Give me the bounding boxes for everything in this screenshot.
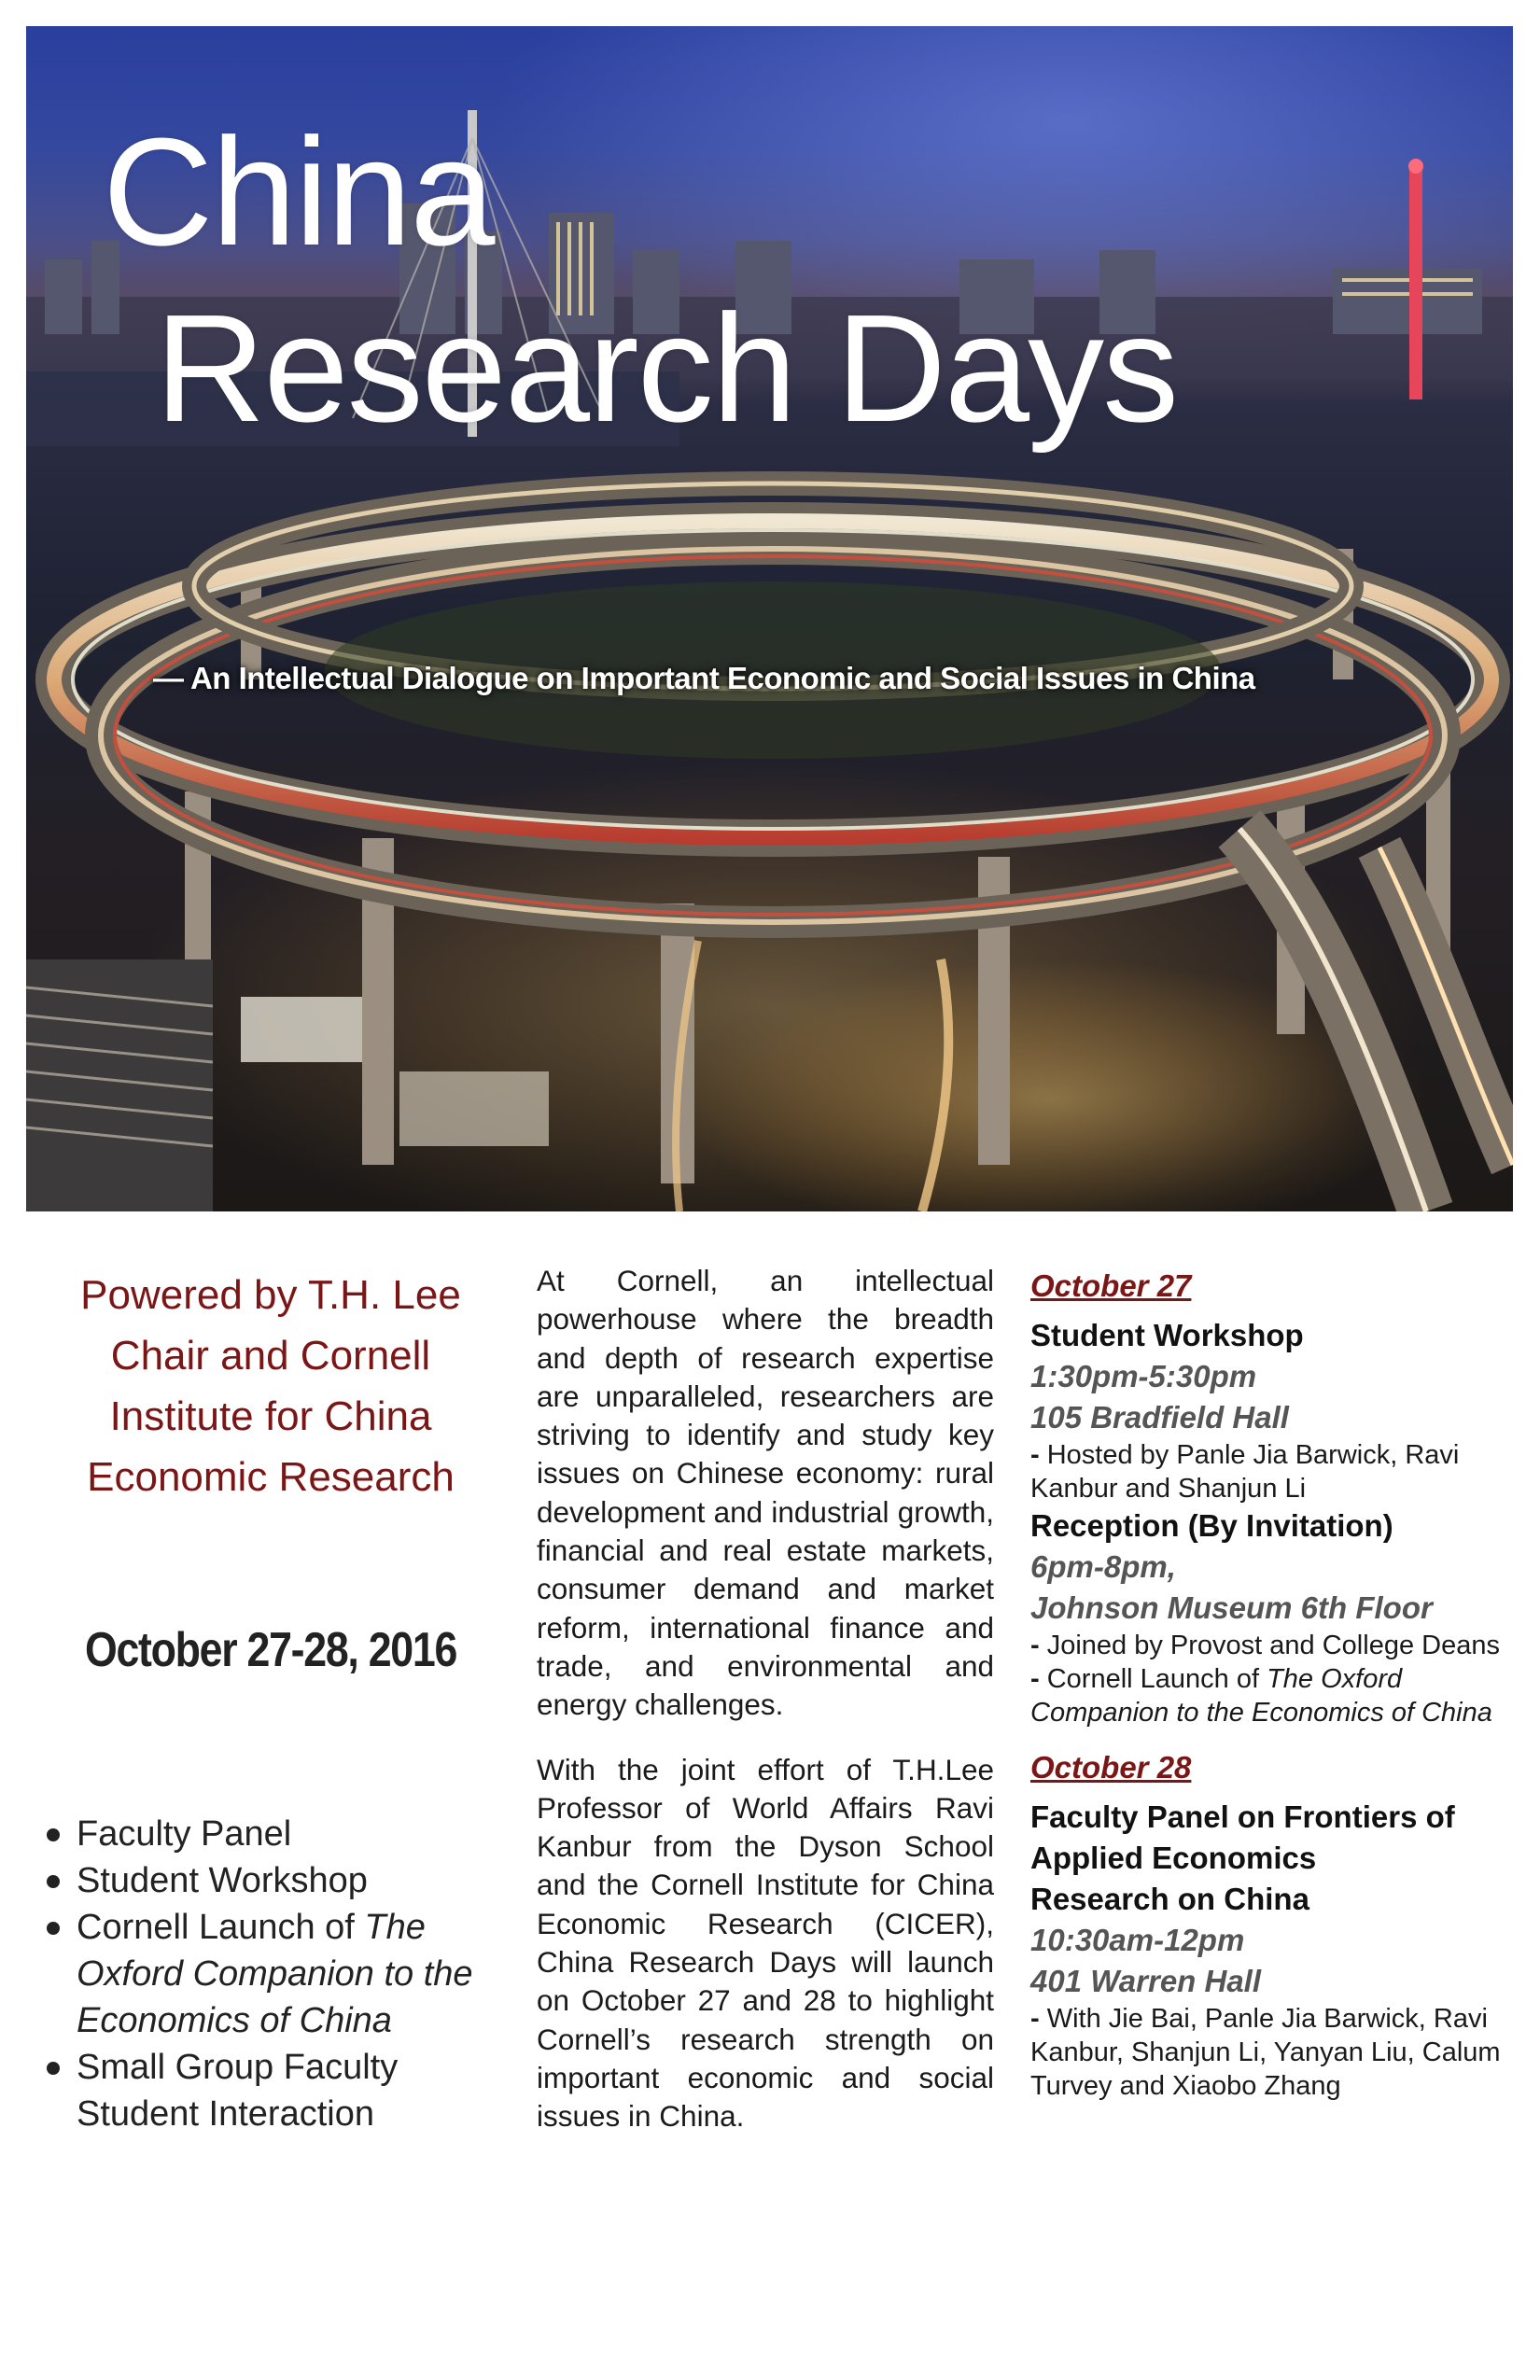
event-title-line: Research on China bbox=[1030, 1882, 1309, 1916]
day-heading: October 28 bbox=[1030, 1750, 1192, 1785]
schedule bbox=[1030, 1265, 1511, 2103]
event-time: 10:30am-12pm bbox=[1030, 1923, 1245, 1957]
book-title: The Oxford Companion to the Economics of China bbox=[77, 1908, 473, 2040]
intro-paragraph: At Cornell, an intellectual powerhouse where the breadth and depth of research expertise are unparalleled, researchers are striving to identify and study key issues on Chinese economy: rural development and industrial growth, financial and real estate markets, consumer demand and market reform, international finance and trade, and environmental and energy challenges. bbox=[537, 1264, 994, 1722]
list-item: Faculty Panel bbox=[37, 1811, 523, 1857]
bullet-icon bbox=[47, 1875, 60, 1888]
event-title-line: Applied Economics bbox=[1030, 1841, 1317, 1875]
poster-title-line1: China bbox=[103, 106, 494, 277]
event-note: - Cornell Launch of The Oxford Companion to the Economics of China bbox=[1030, 1664, 1492, 1728]
intro-text bbox=[537, 1262, 994, 2163]
sponsor-statement bbox=[37, 1265, 504, 1507]
event-location: Johnson Museum 6th Floor bbox=[1030, 1590, 1433, 1625]
event-note: - With Jie Bai, Panle Jia Barwick, Ravi Kanbur, Shanjun Li, Yanyan Liu, Calum Turvey and Xiaobo Zhang bbox=[1030, 2004, 1501, 2101]
bullet-icon bbox=[47, 1922, 60, 1935]
event-note: - Joined by Provost and College Deans bbox=[1030, 1631, 1500, 1660]
list-item: Cornell Launch of The Oxford Companion to the Economics of China bbox=[37, 1904, 523, 2044]
bullet-icon bbox=[47, 1828, 60, 1841]
intro-paragraph: With the joint effort of T.H.Lee Professor of World Affairs Ravi Kanbur from the Dyson School and the Cornell Institute for China Economic Research (CICER), China Research Days will launch on October 27 and 28 to highlight Cornell’s research strength on important economic and social issues in China. bbox=[537, 1752, 994, 2134]
event-title: Reception (By Invitation) bbox=[1030, 1508, 1393, 1543]
highlights-list bbox=[37, 1811, 523, 2137]
poster-title-line2: Research Days bbox=[155, 283, 1178, 454]
event-title: Student Workshop bbox=[1030, 1318, 1304, 1352]
event-dates: October 27-28, 2016 bbox=[84, 1623, 457, 1677]
event-time: 6pm-8pm, bbox=[1030, 1549, 1176, 1584]
list-item: Student Workshop bbox=[37, 1857, 523, 1904]
sponsor-line: Chair and Cornell bbox=[110, 1333, 431, 1379]
hero-photo bbox=[26, 26, 1513, 1211]
list-item: Small Group Faculty Student Interaction bbox=[37, 2044, 523, 2137]
event-location: 401 Warren Hall bbox=[1030, 1964, 1262, 1998]
day-heading: October 27 bbox=[1030, 1268, 1192, 1303]
bullet-icon bbox=[47, 2062, 60, 2075]
event-location: 105 Bradfield Hall bbox=[1030, 1400, 1289, 1435]
poster-subtitle: — An Intellectual Dialogue on Important Economic and Social Issues in China bbox=[153, 661, 1255, 695]
sponsor-line: Powered by T.H. Lee bbox=[80, 1272, 461, 1318]
sponsor-line: Institute for China bbox=[109, 1393, 432, 1439]
event-time: 1:30pm-5:30pm bbox=[1030, 1359, 1257, 1393]
book-title: The Oxford Companion to the Economics of China bbox=[1030, 1664, 1492, 1728]
sponsor-line: Economic Research bbox=[87, 1454, 455, 1500]
event-title-line: Faculty Panel on Frontiers of bbox=[1030, 1799, 1455, 1834]
event-note: - Hosted by Panle Jia Barwick, Ravi Kanbur and Shanjun Li bbox=[1030, 1440, 1460, 1504]
